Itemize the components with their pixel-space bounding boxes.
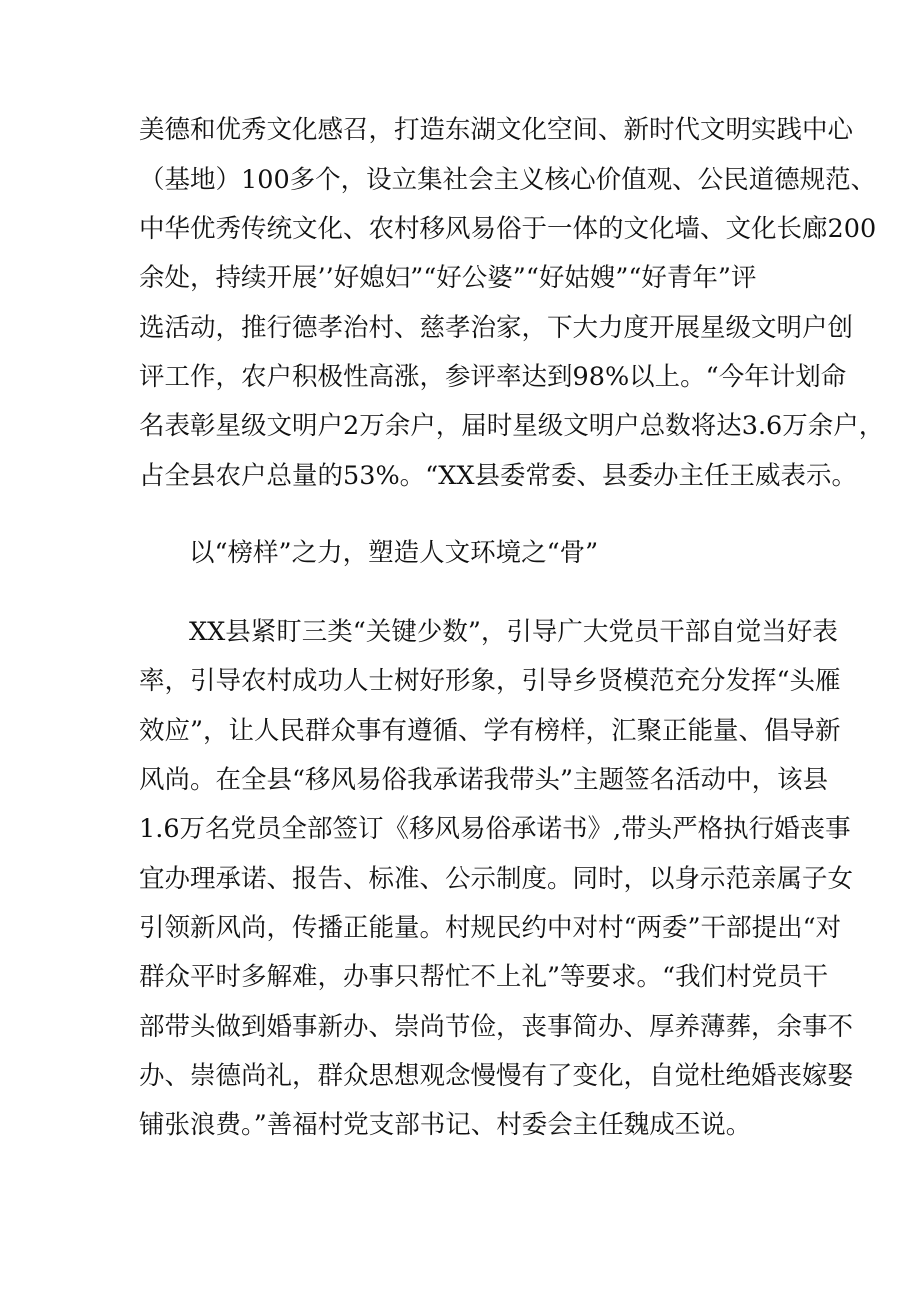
section-heading: 以“榜样”之力，塑造人文环境之“骨” <box>189 538 599 568</box>
paragraph-line: 引领新风尚，传播正能量。村规民约中对村“两委”干部提出“对 <box>139 913 842 943</box>
paragraph-line: 铺张浪费。”善福村党支部书记、村委会主任魏成丕说。 <box>139 1110 752 1140</box>
paragraph-line: 选活动，推行德孝治村、慈孝治家，下大力度开展星级文明户创 <box>139 313 854 343</box>
paragraph-line: 风尚。在全县“移风易俗我承诺我带头”主题签名活动中，该县 <box>139 765 829 795</box>
paragraph-line: （基地）100多个，设立集社会主义核心价值观、公民道德规范、 <box>139 165 877 195</box>
paragraph-line: XX县紧盯三类“关键少数”，引导广大党员干部自觉当好表 <box>189 617 838 647</box>
paragraph-line: 余处，持续开展’’好媳妇”“好公婆”“好姑嫂”“好青年”评 <box>139 263 757 293</box>
paragraph-line: 效应”，让人民群众事有遵循、学有榜样，汇聚正能量、倡导新 <box>139 716 841 746</box>
paragraph-line: 率，引导农村成功人士树好形象，引导乡贤模范充分发挥“头雁 <box>139 666 841 696</box>
paragraph-line: 中华优秀传统文化、农村移风易俗于一体的文化墙、文化长廊200 <box>139 214 877 244</box>
paragraph-line: 占全县农户总量的53%。“XX县委常委、县委办主任王威表示。 <box>139 461 858 491</box>
paragraph-line: 部带头做到婚事新办、崇尚节俭，丧事简办、厚养薄葬，余事不 <box>139 1012 854 1042</box>
paragraph-line: 群众平时多解难，办事只帮忙不上礼”等要求。“我们村党员干 <box>139 962 829 992</box>
paragraph-line: 美德和优秀文化感召，打造东湖文化空间、新时代文明实践中心 <box>139 115 854 145</box>
paragraph-line: 评工作，农户积极性高涨，参评率达到98%以上。“今年计划命 <box>139 362 847 392</box>
paragraph-line: 1.6万名党员全部签订《移风易俗承诺书》,带头严格执行婚丧事 <box>139 814 851 844</box>
paragraph-line: 办、崇德尚礼，群众思想观念慢慢有了变化，自觉杜绝婚丧嫁娶 <box>139 1061 854 1091</box>
paragraph-line: 名表彰星级文明户2万余户，届时星级文明户总数将达3.6万余户， <box>139 411 885 441</box>
paragraph-line: 宜办理承诺、报告、标准、公示制度。同时，以身示范亲属子女 <box>139 864 854 894</box>
